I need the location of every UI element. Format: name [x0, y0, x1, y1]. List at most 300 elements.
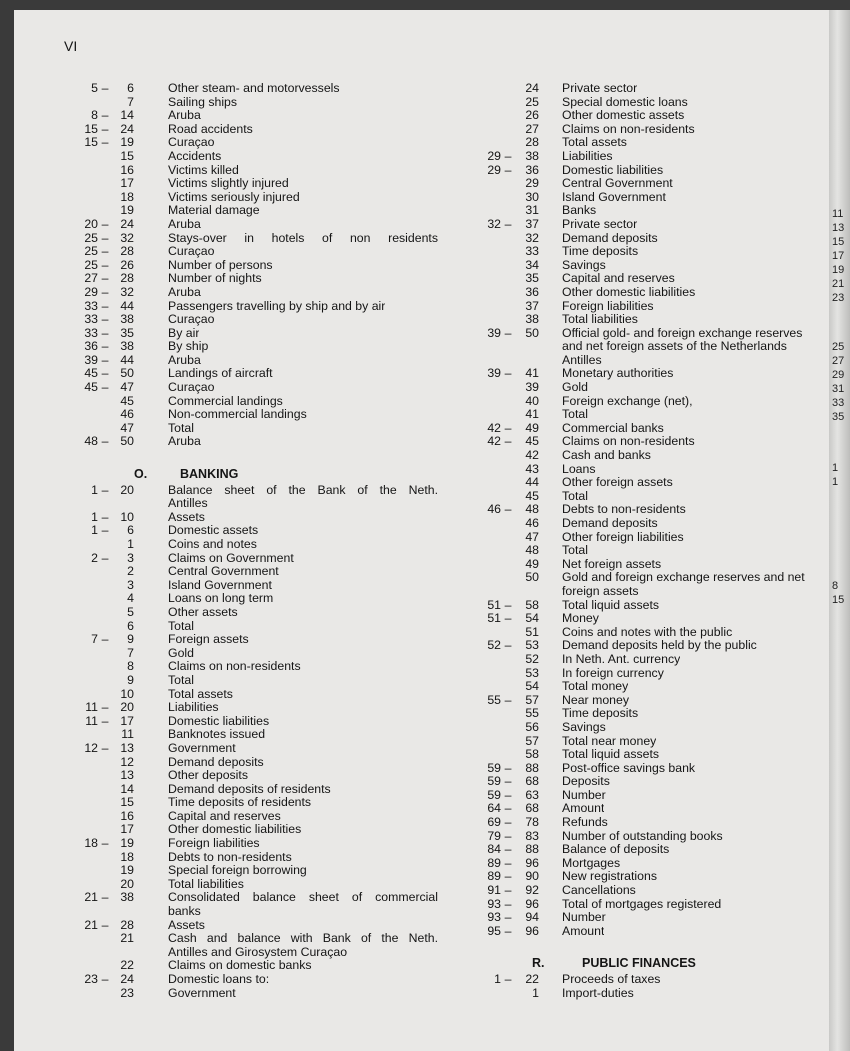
- range-start: [474, 721, 501, 735]
- range-dash: –: [101, 366, 109, 381]
- range-end: 44: [525, 475, 539, 490]
- toc-row: [60, 204, 470, 218]
- edge-number: 21: [832, 278, 845, 290]
- range-start: [474, 381, 501, 395]
- adjacent-page-edge: [829, 10, 850, 1051]
- toc-row: [60, 796, 470, 810]
- toc-row: [60, 538, 470, 552]
- range-end: 10: [120, 509, 134, 524]
- range-dash: –: [504, 828, 512, 843]
- entry-label: Gold: [168, 646, 194, 660]
- range-dash: –: [101, 108, 109, 123]
- toc-row: [60, 742, 470, 756]
- range-end: 34: [525, 257, 539, 272]
- range-dash: [501, 300, 515, 314]
- range-start: 21: [84, 917, 98, 932]
- range-start: 7: [91, 632, 98, 647]
- range-dash: –: [101, 81, 109, 95]
- toc-row: [60, 272, 470, 286]
- range-start: [474, 449, 501, 463]
- range-dash: [501, 82, 515, 96]
- section-letter: R.: [532, 956, 545, 970]
- entry-label: By air: [168, 326, 200, 340]
- range-end: [515, 354, 539, 368]
- entry-label: Amount: [562, 924, 605, 938]
- entry-label: Balance of deposits: [562, 843, 670, 857]
- range-end: 83: [525, 828, 539, 843]
- entry-label: Demand deposits: [168, 755, 264, 769]
- entry-label: Antilles: [168, 497, 208, 511]
- toc-row: [60, 715, 470, 729]
- range-end: 90: [525, 869, 539, 884]
- toc-row: [60, 823, 470, 837]
- entry-label: Capital and reserves: [168, 809, 281, 823]
- range-start: 33: [84, 298, 98, 313]
- range-dash: [501, 490, 515, 504]
- range-end: 35: [525, 271, 539, 286]
- entry-label: Gold: [562, 381, 588, 395]
- range-end: 18: [120, 189, 134, 204]
- range-dash: [98, 769, 112, 783]
- range-dash: –: [504, 883, 512, 898]
- range-start: 89: [487, 855, 501, 870]
- range-end: 22: [120, 958, 134, 973]
- range-start: 23: [84, 972, 98, 986]
- range-start: [60, 422, 98, 436]
- section-title: BANKING: [180, 466, 239, 481]
- range-end: 25: [525, 94, 539, 109]
- range-dash: [98, 946, 112, 960]
- entry-label: Domestic liabilities: [168, 714, 270, 728]
- toc-row: [60, 191, 470, 205]
- edge-number: 27: [832, 355, 845, 367]
- toc-row: [60, 620, 470, 634]
- edge-number: 11: [832, 208, 844, 220]
- range-end: 92: [525, 883, 539, 898]
- toc-row: [60, 728, 470, 742]
- entry-label: Liabilities: [562, 149, 613, 163]
- range-end: 1: [127, 537, 134, 551]
- range-start: [60, 606, 98, 620]
- range-end: 50: [525, 325, 539, 340]
- range-end: 32: [120, 284, 134, 299]
- page-number: VI: [64, 38, 78, 54]
- toc-row: [474, 544, 829, 558]
- range-start: [474, 313, 501, 327]
- range-dash: –: [504, 869, 512, 884]
- range-dash: [98, 851, 112, 865]
- toc-row: [60, 300, 470, 314]
- range-end: 54: [525, 611, 539, 626]
- entry-label: Sailing ships: [168, 95, 238, 109]
- range-dash: –: [504, 801, 512, 816]
- entry-label: Total money: [562, 680, 629, 694]
- range-end: 23: [120, 985, 134, 1000]
- range-dash: –: [504, 692, 512, 707]
- range-start: [60, 674, 98, 688]
- edge-number: 33: [832, 397, 845, 409]
- range-dash: [98, 783, 112, 797]
- range-dash: [501, 721, 515, 735]
- range-end: 6: [127, 523, 134, 538]
- range-dash: [98, 191, 112, 205]
- toc-row: [60, 905, 470, 919]
- toc-row: [474, 639, 829, 653]
- range-end: 46: [120, 407, 134, 422]
- toc-row: [60, 109, 470, 123]
- range-end: 15: [120, 795, 134, 810]
- entry-label: Time deposits of residents: [168, 796, 312, 810]
- entry-label: Island Government: [562, 190, 666, 204]
- range-dash: –: [504, 597, 512, 612]
- toc-row: [474, 925, 829, 939]
- entry-label: Amount: [562, 802, 605, 816]
- range-start: 25: [84, 244, 98, 259]
- range-end: 38: [120, 312, 134, 327]
- toc-row: [474, 707, 829, 721]
- range-dash: –: [504, 815, 512, 830]
- toc-row: [474, 286, 829, 300]
- toc-row: [474, 748, 829, 762]
- entry-label: Post-office savings bank: [562, 761, 696, 775]
- entry-label: Cancellations: [562, 884, 636, 898]
- toc-row: [474, 435, 829, 449]
- toc-row: [474, 136, 829, 150]
- range-end: 24: [120, 216, 134, 231]
- range-end: 53: [525, 665, 539, 680]
- entry-label: Total: [168, 619, 194, 633]
- range-dash: [98, 878, 112, 892]
- range-end: 53: [525, 638, 539, 653]
- toc-row: [474, 164, 829, 178]
- toc-row: [474, 857, 829, 871]
- range-start: [474, 653, 501, 667]
- entry-label: Other steam- and motorvessels: [168, 82, 340, 95]
- range-start: 8: [91, 108, 98, 123]
- toc-row: [474, 816, 829, 830]
- toc-row: [474, 870, 829, 884]
- entry-label: Coins and notes with the public: [562, 625, 733, 639]
- range-end: 8: [127, 659, 134, 674]
- toc-row: [60, 367, 470, 381]
- range-dash: –: [101, 632, 109, 647]
- entry-label: Domestic assets: [168, 524, 259, 538]
- range-dash: [501, 558, 515, 572]
- range-dash: –: [504, 638, 512, 653]
- range-dash: –: [101, 135, 109, 150]
- edge-number: 13: [832, 222, 845, 234]
- edge-number: 31: [832, 383, 845, 395]
- entry-label: Material damage: [168, 204, 260, 218]
- range-dash: [501, 245, 515, 259]
- range-dash: [98, 150, 112, 164]
- entry-label: Passengers travelling by ship and by air: [168, 299, 386, 313]
- toc-row: [474, 830, 829, 844]
- entry-label: Curaçao: [168, 313, 215, 327]
- entry-label: Victims killed: [168, 163, 239, 177]
- range-end: 20: [120, 482, 134, 497]
- range-end: [112, 905, 134, 919]
- toc-row: [60, 395, 470, 409]
- range-end: 5: [127, 604, 134, 619]
- range-start: 25: [84, 257, 98, 272]
- toc-row: [474, 898, 829, 912]
- range-dash: [501, 987, 515, 1001]
- edge-number: 8: [832, 580, 839, 592]
- range-end: 45: [525, 488, 539, 503]
- toc-row: [60, 136, 470, 150]
- range-start: 59: [487, 774, 501, 789]
- range-start: 84: [487, 842, 501, 857]
- range-end: 29: [525, 176, 539, 191]
- toc-row: [474, 354, 829, 368]
- range-end: 24: [525, 81, 539, 95]
- toc-row: [60, 286, 470, 300]
- range-dash: –: [101, 917, 109, 932]
- section-letter: O.: [134, 466, 148, 481]
- range-end: 28: [525, 135, 539, 150]
- toc-row: [60, 783, 470, 797]
- range-start: [474, 735, 501, 749]
- entry-label: Aruba: [168, 353, 201, 367]
- range-dash: [501, 449, 515, 463]
- range-dash: [501, 585, 515, 599]
- entry-label: Claims on domestic banks: [168, 959, 312, 973]
- edge-number: 35: [832, 411, 845, 423]
- range-end: 40: [525, 393, 539, 408]
- range-start: 25: [84, 230, 98, 245]
- range-start: [474, 544, 501, 558]
- range-start: [60, 756, 98, 770]
- range-end: 19: [120, 135, 134, 150]
- range-start: [60, 783, 98, 797]
- range-start: [60, 96, 98, 110]
- toc-row: [474, 585, 829, 599]
- range-start: [60, 538, 98, 552]
- range-start: [474, 96, 501, 110]
- document-page: [14, 10, 829, 1051]
- toc-row: [474, 123, 829, 137]
- entry-label: Other deposits: [168, 769, 248, 783]
- entry-label: Accidents: [168, 149, 222, 163]
- toc-row: [474, 735, 829, 749]
- toc-row: [60, 232, 470, 246]
- range-dash: [501, 531, 515, 545]
- range-end: 15: [120, 148, 134, 163]
- range-end: 20: [120, 876, 134, 891]
- range-end: 2: [127, 564, 134, 579]
- entry-label: Time deposits: [562, 707, 639, 721]
- range-dash: –: [101, 523, 109, 538]
- toc-row: [474, 653, 829, 667]
- range-end: 17: [120, 713, 134, 728]
- range-dash: –: [504, 420, 512, 435]
- toc-row: [474, 612, 829, 626]
- range-dash: [98, 592, 112, 606]
- spacer: [474, 938, 829, 952]
- range-dash: –: [101, 740, 109, 755]
- range-start: 42: [487, 420, 501, 435]
- range-end: 51: [525, 624, 539, 639]
- entry-label: Official gold- and foreign exchange reserves: [562, 326, 803, 340]
- range-end: 96: [525, 923, 539, 938]
- range-start: 39: [487, 366, 501, 381]
- range-dash: [98, 959, 112, 973]
- range-dash: –: [504, 162, 512, 177]
- range-end: [112, 946, 134, 960]
- range-end: 43: [525, 461, 539, 476]
- toc-row: [60, 891, 470, 905]
- range-dash: [501, 653, 515, 667]
- range-dash: –: [101, 700, 109, 715]
- range-end: 50: [525, 570, 539, 585]
- range-dash: –: [504, 148, 512, 163]
- toc-row: [60, 837, 470, 851]
- entry-label: Liabilities: [168, 701, 219, 715]
- range-end: 44: [120, 298, 134, 313]
- toc-row: [474, 300, 829, 314]
- range-end: 42: [525, 448, 539, 463]
- edge-number: 15: [832, 236, 845, 248]
- toc-row: [60, 435, 470, 449]
- toc-row: [474, 531, 829, 545]
- range-start: [60, 796, 98, 810]
- entry-label: foreign assets: [562, 584, 639, 598]
- range-start: [474, 259, 501, 273]
- entry-label: Curaçao: [168, 381, 215, 395]
- range-dash: –: [101, 230, 109, 245]
- range-dash: [501, 408, 515, 422]
- range-end: 63: [525, 787, 539, 802]
- range-end: 6: [127, 81, 134, 95]
- range-start: [60, 592, 98, 606]
- edge-number: 1: [832, 462, 839, 474]
- entry-label: Antilles: [562, 353, 602, 367]
- range-end: 58: [525, 747, 539, 762]
- range-start: 12: [84, 740, 98, 755]
- entry-label: Foreign assets: [168, 633, 249, 647]
- entry-label: Central Government: [168, 565, 279, 579]
- toc-row: [60, 497, 470, 511]
- entry-label: Claims on non-residents: [168, 660, 301, 674]
- range-dash: –: [504, 216, 512, 231]
- range-end: 78: [525, 815, 539, 830]
- range-end: 27: [525, 121, 539, 136]
- range-end: 28: [120, 271, 134, 286]
- range-dash: –: [101, 890, 109, 905]
- toc-row: [60, 524, 470, 538]
- entry-label: In Neth. Ant. currency: [562, 652, 681, 666]
- range-start: [60, 688, 98, 702]
- entry-label: Number: [562, 911, 606, 925]
- entry-label: Other foreign liabilities: [562, 530, 684, 544]
- range-dash: [501, 626, 515, 640]
- toc-row: [474, 191, 829, 205]
- range-start: [474, 707, 501, 721]
- range-end: 7: [127, 94, 134, 109]
- entry-label: Demand deposits: [562, 517, 658, 530]
- range-start: 29: [84, 284, 98, 299]
- range-dash: [98, 408, 112, 422]
- toc-row: [474, 884, 829, 898]
- entry-label: Foreign exchange (net),: [562, 394, 693, 408]
- toc-row: [474, 987, 829, 1001]
- entry-label: Total: [168, 673, 194, 687]
- toc-row: [60, 688, 470, 702]
- toc-row: [60, 327, 470, 341]
- range-end: 28: [120, 917, 134, 932]
- range-start: [60, 769, 98, 783]
- range-dash: [501, 109, 515, 123]
- range-start: [60, 810, 98, 824]
- range-start: [60, 565, 98, 579]
- range-start: 27: [84, 271, 98, 286]
- range-dash: [98, 728, 112, 742]
- range-dash: [501, 177, 515, 191]
- entry-label: Central Government: [562, 177, 673, 191]
- range-end: 18: [120, 849, 134, 864]
- range-start: 36: [84, 339, 98, 354]
- entry-label: banks: [168, 905, 201, 919]
- range-dash: [501, 463, 515, 477]
- toc-row: [474, 843, 829, 857]
- range-start: 21: [84, 890, 98, 905]
- toc-row: [60, 422, 470, 436]
- edge-number: 1: [832, 476, 839, 488]
- range-dash: –: [101, 713, 109, 728]
- entry-label: Balance sheet of the Bank of the Neth.: [168, 483, 438, 497]
- range-end: 58: [525, 597, 539, 612]
- entry-label: Savings: [562, 258, 606, 272]
- range-start: 20: [84, 216, 98, 231]
- range-dash: –: [504, 896, 512, 911]
- range-dash: –: [504, 774, 512, 789]
- toc-row: [474, 408, 829, 422]
- range-start: [474, 232, 501, 246]
- range-end: 3: [127, 577, 134, 592]
- range-start: [474, 667, 501, 681]
- range-start: [474, 123, 501, 137]
- entry-label: Number of outstanding books: [562, 829, 723, 843]
- range-dash: [501, 748, 515, 762]
- range-end: [515, 340, 539, 354]
- range-dash: –: [101, 216, 109, 231]
- entry-label: Number of persons: [168, 258, 273, 272]
- range-end: 47: [525, 529, 539, 544]
- range-start: [60, 878, 98, 892]
- toc-row: [474, 395, 829, 409]
- range-start: 1: [91, 482, 98, 497]
- range-end: 30: [525, 189, 539, 204]
- entry-label: Curaçao: [168, 136, 215, 150]
- range-start: [474, 395, 501, 409]
- entry-label: Deposits: [562, 775, 610, 789]
- range-end: 49: [525, 420, 539, 435]
- range-start: 33: [84, 325, 98, 340]
- entry-label: Number of nights: [168, 272, 262, 286]
- spacer: [60, 449, 470, 463]
- range-start: 39: [487, 325, 501, 340]
- entry-label: Claims on Government: [168, 551, 294, 565]
- entry-label: Other assets: [168, 605, 238, 619]
- entry-label: Other domestic assets: [562, 109, 685, 123]
- range-end: 17: [120, 176, 134, 191]
- range-dash: [501, 354, 515, 368]
- range-end: 38: [525, 312, 539, 327]
- toc-row: [474, 340, 829, 354]
- entry-label: Total of mortgages registered: [562, 897, 722, 911]
- range-end: 38: [525, 148, 539, 163]
